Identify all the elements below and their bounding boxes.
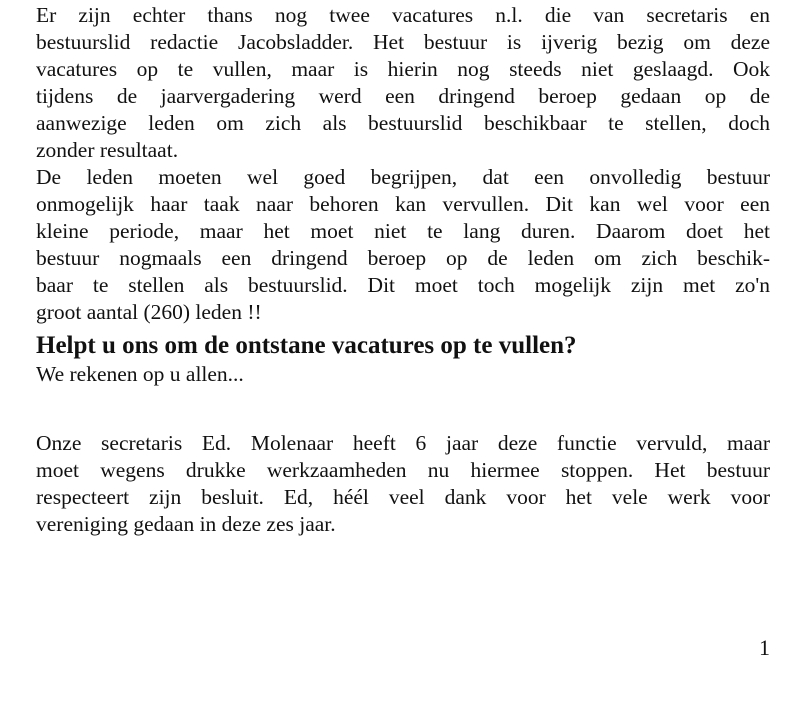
paragraph-line: baar te stellen als bestuurslid. Dit moet toch mogelijk zijn met zo'n: [36, 273, 770, 297]
paragraph-vacatures: [36, 2, 770, 164]
paragraph-secretaris: [36, 430, 770, 538]
document-page: [36, 0, 770, 538]
paragraph-line: bestuurslid redactie Jacobsladder. Het bestuur is ijverig bezig om deze: [36, 30, 770, 54]
paragraph-line: groot aantal (260) leden !!: [36, 300, 262, 324]
appeal-subline: We rekenen op u allen...: [36, 362, 244, 386]
paragraph-line: onmogelijk haar taak naar behoren kan vervullen. Dit kan wel voor een: [36, 192, 770, 216]
paragraph-line: moet wegens drukke werkzaamheden nu hiermee stoppen. Het bestuur: [36, 458, 770, 482]
paragraph-line: bestuur nogmaals een dringend beroep op de leden om zich beschik-: [36, 246, 770, 270]
paragraph-line: De leden moeten wel goed begrijpen, dat een onvolledig bestuur: [36, 165, 770, 189]
appeal-heading: Helpt u ons om de ontstane vacatures op te vullen?: [36, 332, 577, 359]
paragraph-line: vereniging gedaan in deze zes jaar.: [36, 512, 336, 536]
paragraph-line: vacatures op te vullen, maar is hierin nog steeds niet geslaagd. Ook: [36, 57, 770, 81]
paragraph-line: respecteert zijn besluit. Ed, héél veel dank voor het vele werk voor: [36, 485, 770, 509]
paragraph-line: Onze secretaris Ed. Molenaar heeft 6 jaar deze functie vervuld, maar: [36, 431, 770, 455]
paragraph-line: tijdens de jaarvergadering werd een dringend beroep gedaan op de: [36, 84, 770, 108]
page-number: 1: [759, 635, 770, 660]
paragraph-line: kleine periode, maar het moet niet te lang duren. Daarom doet het: [36, 219, 770, 243]
paragraph-line: aanwezige leden om zich als bestuurslid beschikbaar te stellen, doch: [36, 111, 770, 135]
paragraph-line: Er zijn echter thans nog twee vacatures n.l. die van secretaris en: [36, 3, 770, 27]
paragraph-leden: [36, 164, 770, 326]
paragraph-line: zonder resultaat.: [36, 138, 179, 162]
